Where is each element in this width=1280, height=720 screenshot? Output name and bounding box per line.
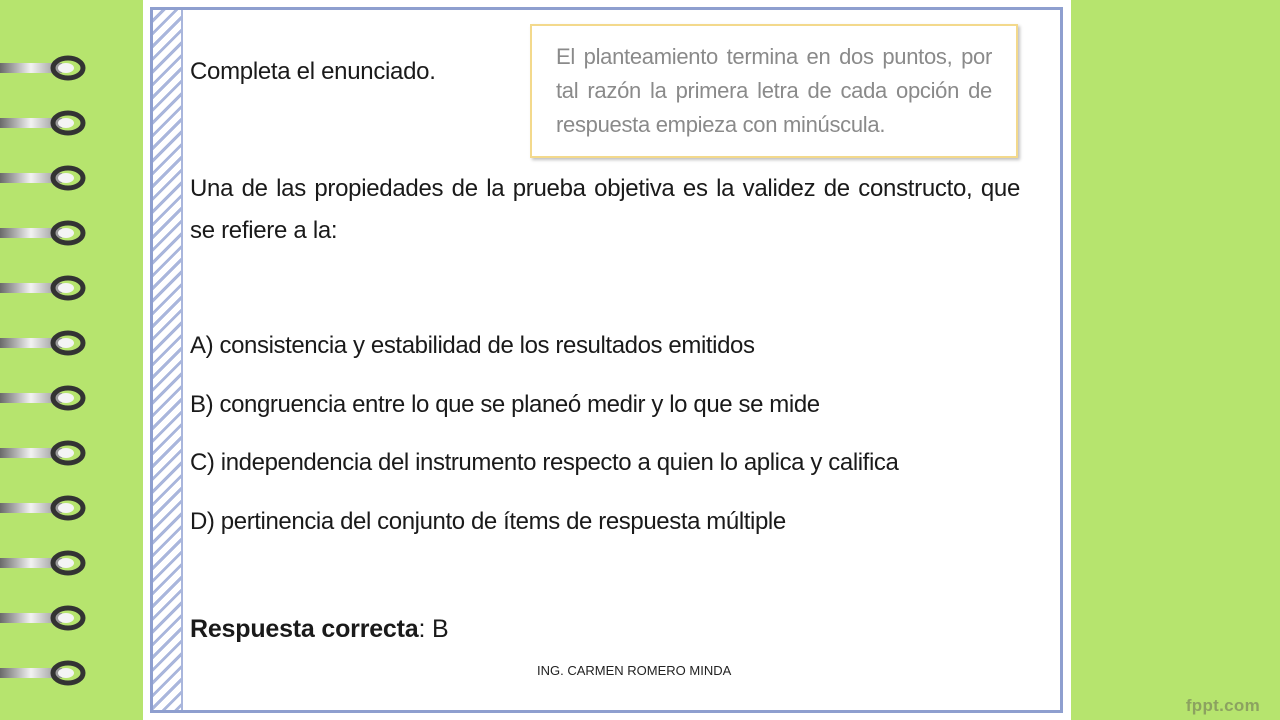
spiral-binding-ring-icon [0, 659, 92, 687]
fppt-logo: fppt.com [1185, 696, 1260, 715]
note-box: El planteamiento termina en dos puntos, por tal razón la primera letra de cada opción de respuesta empieza con minúscula. [530, 24, 1018, 158]
spiral-binding-ring-icon [0, 439, 92, 467]
spiral-binding-ring-icon [0, 164, 92, 192]
content-frame [150, 7, 1063, 713]
slide-content [153, 10, 1060, 710]
option-d: D) pertinencia del conjunto de ítems de respuesta múltiple [190, 508, 786, 536]
option-c: C) independencia del instrumento respecto a quien lo aplica y califica [190, 449, 899, 477]
answer-label: Respuesta correcta [190, 615, 419, 643]
spiral-binding-ring-icon [0, 109, 92, 137]
correct-answer [190, 615, 448, 644]
spiral-binding-ring-icon [0, 384, 92, 412]
instruction-text: Completa el enunciado. [190, 58, 436, 85]
answer-separator: : [418, 615, 426, 643]
author-footer: ING. CARMEN ROMERO MINDA [537, 663, 732, 678]
spiral-binding-ring-icon [0, 494, 92, 522]
spiral-binding-ring-icon [0, 219, 92, 247]
spiral-binding-ring-icon [0, 604, 92, 632]
spiral-binding-ring-icon [0, 274, 92, 302]
question-text: Una de las propiedades de la prueba objetiva es la validez de constructo, que se refiere a la: [190, 175, 1020, 244]
option-a: A) consistencia y estabilidad de los resultados emitidos [190, 332, 755, 359]
spiral-binding-ring-icon [0, 549, 92, 577]
spiral-binding-ring-icon [0, 329, 92, 357]
answer-options [190, 325, 898, 560]
spiral-binding-ring-icon [0, 54, 92, 82]
spiral-binding [0, 0, 145, 720]
answer-value: B [425, 615, 449, 643]
option-b: B) congruencia entre lo que se planeó medir y lo que se mide [190, 390, 820, 418]
